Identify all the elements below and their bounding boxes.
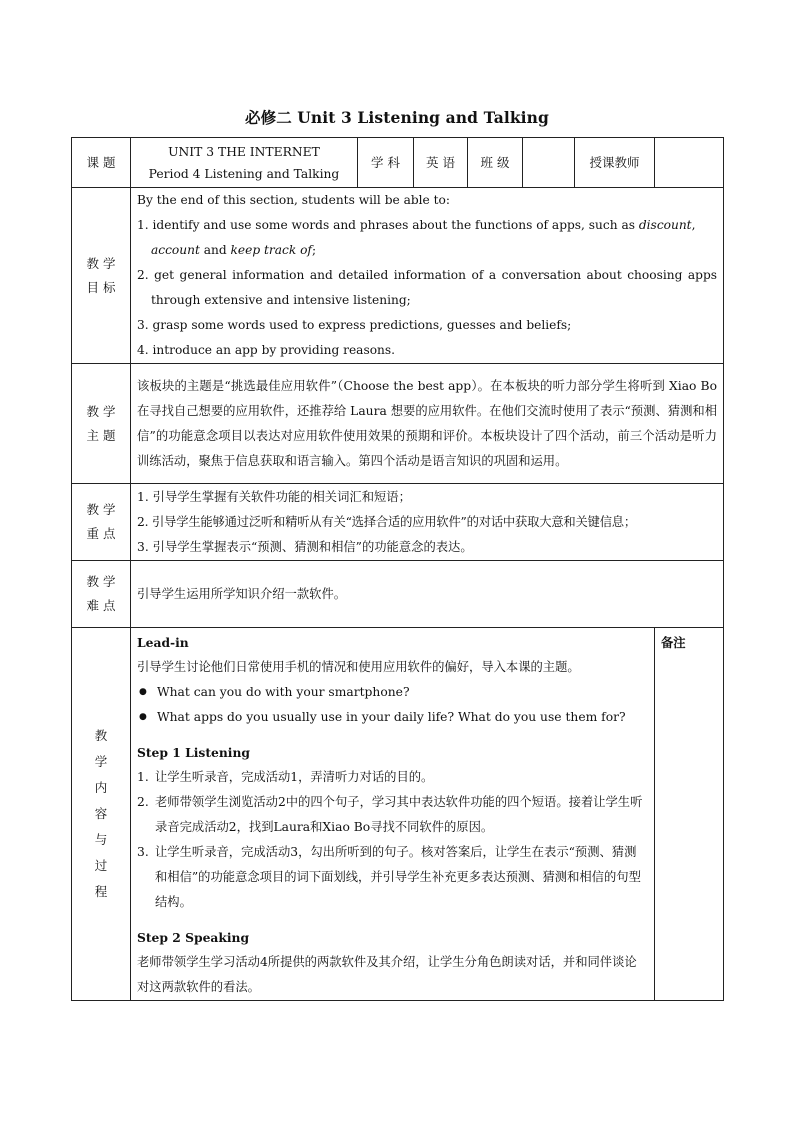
notes-column: 备注 (655, 628, 724, 1001)
key-points-row (72, 484, 724, 561)
bullet-icon: ● (139, 687, 147, 697)
step2-heading: Step 2 Speaking (137, 930, 250, 945)
course-line-1: UNIT 3 THE INTERNET (168, 144, 320, 159)
bullet-icon: ● (139, 712, 147, 722)
teacher-value (655, 138, 724, 188)
page-title: 必修二 Unit 3 Listening and Talking (245, 108, 549, 127)
objective-item-1: 1. identify and use some words and phrases about the functions of apps, such as discount, account and keep track of; (137, 218, 696, 257)
objectives-content (131, 188, 724, 364)
subject-label: 学 科 (358, 138, 414, 188)
subject-value: 英 语 (414, 138, 468, 188)
teacher-label: 授课教师 (575, 138, 655, 188)
step1-item: 3. 让学生听录音，完成活动3，勾出所听到的句子。核对答案后，让学生在表示“预测、猜测和相信”的功能意念项目的词下面划线，并引导学生补充更多表达预测、猜测和相信的句型结构。 (137, 845, 641, 909)
objective-item-3: 3. grasp some words used to express predictions, guesses and beliefs; (137, 318, 572, 332)
objectives-label: 教 学 目 标 (72, 188, 131, 364)
key-point-2: 2. 引导学生能够通过泛听和精听从有关“选择合适的应用软件”的对话中获取大意和关键信息； (137, 514, 636, 529)
step1-item: 1. 让学生听录音，完成活动1，弄清听力对话的目的。 (137, 770, 434, 784)
difficulties-row (72, 561, 724, 628)
course-line-2: Period 4 Listening and Talking (148, 166, 340, 181)
step2-text: 老师带领学生学习活动4所提供的两款软件及其介绍，让学生分角色朗读对话，并和同伴谈论对这两款软件的看法。 (137, 955, 637, 994)
class-label: 班 级 (468, 138, 523, 188)
process-row (72, 628, 724, 1001)
key-points-label: 教 学 重 点 (72, 484, 131, 561)
difficulties-label: 教 学 难 点 (72, 561, 131, 628)
objectives-intro: By the end of this section, students will be able to: (137, 193, 450, 207)
difficulties-content: 引导学生运用所学知识介绍一款软件。 (131, 561, 724, 628)
leadin-heading: Lead-in (137, 635, 189, 650)
key-point-1: 1. 引导学生掌握有关软件功能的相关词汇和短语； (137, 489, 411, 504)
course-title (131, 138, 358, 188)
key-point-3: 3. 引导学生掌握表示“预测、猜测和相信”的功能意念的表达。 (137, 539, 473, 554)
process-content (131, 628, 655, 1001)
header-row (72, 138, 724, 188)
leadin-text: 引导学生讨论他们日常使用手机的情况和使用应用软件的偏好，导入本课的主题。 (137, 660, 580, 674)
key-points-content (131, 484, 724, 561)
course-label: 课 题 (72, 138, 131, 188)
theme-row (72, 364, 724, 484)
process-label: 教 学 内 容 与 过 程 (72, 628, 131, 1001)
step1-heading: Step 1 Listening (137, 745, 250, 760)
objective-item-4: 4. introduce an app by providing reasons. (137, 343, 396, 357)
objective-item-2: 2. get general information and detailed information of a conversation about choosing apps through extensive and intensive listening; (137, 268, 717, 307)
lesson-plan-table (71, 137, 724, 1001)
step1-item: 2. 老师带领学生浏览活动2中的四个句子，学习其中表达软件功能的四个短语。接着让学生听录音完成活动2，找到Laura和Xiao Bo寻找不同软件的原因。 (137, 795, 643, 834)
theme-label: 教 学 主 题 (72, 364, 131, 484)
leadin-bullet: ● What apps do you usually use in your daily life? What do you use them for? (137, 705, 648, 730)
class-value (523, 138, 575, 188)
leadin-bullet: ● What can you do with your smartphone? (137, 680, 648, 705)
objectives-row (72, 188, 724, 364)
theme-content: 该板块的主题是“挑选最佳应用软件”（Choose the best app）。在本板块的听力部分学生将听到 Xiao Bo 在寻找自己想要的应用软件，还推荐给 Laura 想要的应用软件。在他们交流时使用了表示“预测、猜测和相信”的功能意念项目以表达对应用软件使用效果的预期和评价。本板块设计了四个活动，前三个活动是听力训练活动，聚焦于信息获取和语言输入。第四个活动是语言知识的巩固和运用。 (131, 364, 724, 484)
